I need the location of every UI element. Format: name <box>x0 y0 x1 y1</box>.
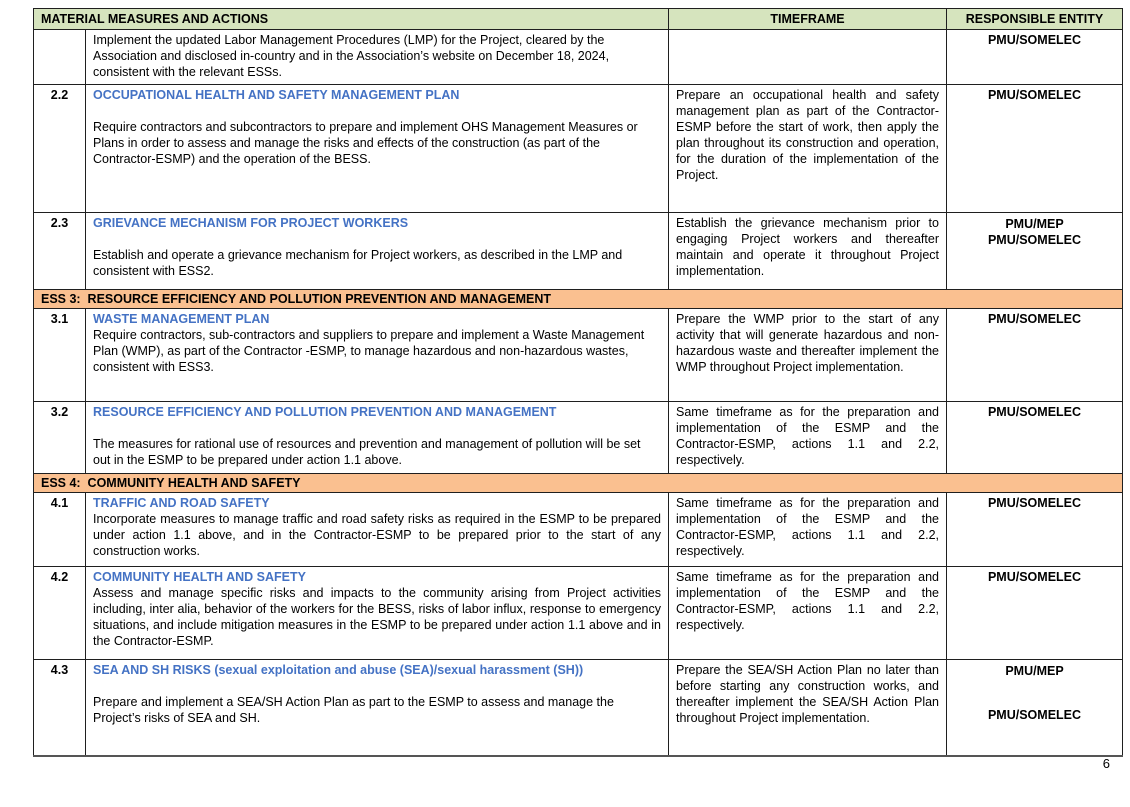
cell-measure <box>86 213 669 290</box>
cell-action-number: 2.2 <box>34 85 86 213</box>
timeframe-text: Same timeframe as for the preparation and implementation of the ESMP and the Contractor-ESMP, actions 1.1 and 2.2, respectively. <box>676 405 939 467</box>
column-header-timeframe: TIMEFRAME <box>669 9 947 30</box>
table-row <box>34 213 1123 290</box>
cell-measure <box>86 309 669 402</box>
timeframe-text: Same timeframe as for the preparation and implementation of the ESMP and the Contractor-ESMP, actions 1.1 and 2.2, respectively. <box>676 496 939 558</box>
cell-action-number: 3.2 <box>34 402 86 474</box>
measure-body: The measures for rational use of resources and prevention and management of pollution will be set out in the ESMP to be prepared under action 1.1 above. <box>93 437 641 467</box>
spacer <box>93 420 661 436</box>
cell-timeframe <box>669 567 947 660</box>
cell-responsible <box>947 567 1123 660</box>
responsible-entity: PMU/SOMELEC <box>987 570 1082 584</box>
responsible-entity: PMU/SOMELEC <box>987 708 1082 722</box>
table-row <box>34 567 1123 660</box>
measure-body: Require contractors and subcontractors to prepare and implement OHS Management Measures or Plans in order to assess and manage the risks and effects of the construction (as part of the Contractor-ESMP) and the operation of the BESS. <box>93 120 638 166</box>
spacer <box>954 679 1115 707</box>
cell-timeframe <box>669 30 947 85</box>
timeframe-text: Establish the grievance mechanism prior to engaging Project workers and thereafter maintain and operate it throughout Project implementation. <box>676 216 939 278</box>
cell-responsible <box>947 30 1123 85</box>
measure-body: Implement the updated Labor Management Procedures (LMP) for the Project, cleared by the Association and disclosed in-country and in the Association’s website on December 18, 2024, consistent with the relevant ESSs. <box>93 33 610 79</box>
table-row <box>34 85 1123 213</box>
cell-responsible <box>947 213 1123 290</box>
measure-title: COMMUNITY HEALTH AND SAFETY <box>93 570 306 584</box>
cell-measure <box>86 567 669 660</box>
cell-action-number: 4.3 <box>34 660 86 756</box>
spacer <box>93 678 661 694</box>
responsible-entity: PMU/MEP <box>1005 664 1064 678</box>
section-header-label: ESS 4: COMMUNITY HEALTH AND SAFETY <box>34 474 1123 493</box>
measure-title: GRIEVANCE MECHANISM FOR PROJECT WORKERS <box>93 216 409 230</box>
cell-timeframe <box>669 493 947 567</box>
measure-title: SEA AND SH RISKS (sexual exploitation and abuse (SEA)/sexual harassment (SH)) <box>93 663 584 677</box>
cell-responsible <box>947 402 1123 474</box>
measure-title: TRAFFIC AND ROAD SAFETY <box>93 496 270 510</box>
table-row <box>34 309 1123 402</box>
timeframe-text: Same timeframe as for the preparation and implementation of the ESMP and the Contractor-ESMP, actions 1.1 and 2.2, respectively. <box>676 570 939 632</box>
cell-timeframe <box>669 402 947 474</box>
spacer <box>93 103 661 119</box>
responsible-entity: PMU/SOMELEC <box>987 233 1082 247</box>
responsible-entity: PMU/SOMELEC <box>987 88 1082 102</box>
measure-title: WASTE MANAGEMENT PLAN <box>93 312 270 326</box>
cell-measure <box>86 660 669 756</box>
table-row <box>34 660 1123 756</box>
timeframe-text: Prepare the SEA/SH Action Plan no later than before starting any construction works, and thereafter implement the SEA/SH Action Plan throughout Project implementation. <box>676 663 939 725</box>
cell-measure <box>86 402 669 474</box>
timeframe-text: Prepare the WMP prior to the start of any activity that will generate hazardous and non-hazardous waste and thereafter implement the WMP throughout Project implementation. <box>676 312 939 374</box>
responsible-entity: PMU/MEP <box>1005 217 1064 231</box>
cell-responsible <box>947 493 1123 567</box>
measure-body: Incorporate measures to manage traffic and road safety risks as required in the ESMP to be prepared under action 1.1 above, and in the Contractor-ESMP to be prepared prior to the start of any construction works. <box>93 512 661 558</box>
column-header-responsible: RESPONSIBLE ENTITY <box>947 9 1123 30</box>
cell-action-number: 3.1 <box>34 309 86 402</box>
cell-responsible <box>947 660 1123 756</box>
timeframe-text: Prepare an occupational health and safety management plan as part of the Contractor-ESMP before the start of work, then apply the plan throughout its construction and operation, for the duration of the implementation of the Project. <box>676 88 939 182</box>
table-header-row <box>34 9 1123 30</box>
measure-title: OCCUPATIONAL HEALTH AND SAFETY MANAGEMENT PLAN <box>93 88 460 102</box>
measure-title: RESOURCE EFFICIENCY AND POLLUTION PREVENTION AND MANAGEMENT <box>93 405 557 419</box>
page-number: 6 <box>1102 756 1110 771</box>
table-row <box>34 30 1123 85</box>
section-header-row <box>34 474 1123 493</box>
responsible-entity: PMU/SOMELEC <box>987 312 1082 326</box>
responsible-entity: PMU/SOMELEC <box>987 405 1082 419</box>
section-header-label: ESS 3: RESOURCE EFFICIENCY AND POLLUTION PREVENTION AND MANAGEMENT <box>34 290 1123 309</box>
cell-action-number <box>34 30 86 85</box>
cell-action-number: 4.1 <box>34 493 86 567</box>
cell-timeframe <box>669 213 947 290</box>
measure-body: Establish and operate a grievance mechanism for Project workers, as described in the LMP and consistent with ESS2. <box>93 248 623 278</box>
column-header-measures: MATERIAL MEASURES AND ACTIONS <box>34 9 669 30</box>
measure-body: Require contractors, sub-contractors and suppliers to prepare and implement a Waste Management Plan (WMP), as part of the Contractor -ESMP, to manage hazardous and non-hazardous wastes, consistent with ESS3. <box>93 328 645 374</box>
cell-timeframe <box>669 660 947 756</box>
spacer <box>93 231 661 247</box>
responsible-entity: PMU/SOMELEC <box>987 33 1082 47</box>
responsible-entity: PMU/SOMELEC <box>987 496 1082 510</box>
table-row <box>34 493 1123 567</box>
section-header-row <box>34 290 1123 309</box>
cell-responsible <box>947 85 1123 213</box>
table-row <box>34 402 1123 474</box>
cell-measure <box>86 85 669 213</box>
escp-table <box>33 8 1123 757</box>
cell-measure <box>86 30 669 85</box>
cell-measure <box>86 493 669 567</box>
measure-body: Assess and manage specific risks and impacts to the community arising from Project activities including, inter alia, behavior of the workers for the BESS, risks of labor influx, response to emergency situations, and include mitigation measures in the ESMP to be prepared under action 1.1 above and in the Contractor-ESMP. <box>93 586 661 648</box>
cell-action-number: 4.2 <box>34 567 86 660</box>
cell-timeframe <box>669 309 947 402</box>
cell-responsible <box>947 309 1123 402</box>
cell-action-number: 2.3 <box>34 213 86 290</box>
cell-timeframe <box>669 85 947 213</box>
measure-body: Prepare and implement a SEA/SH Action Plan as part to the ESMP to assess and manage the Project’s risks of SEA and SH. <box>93 695 614 725</box>
